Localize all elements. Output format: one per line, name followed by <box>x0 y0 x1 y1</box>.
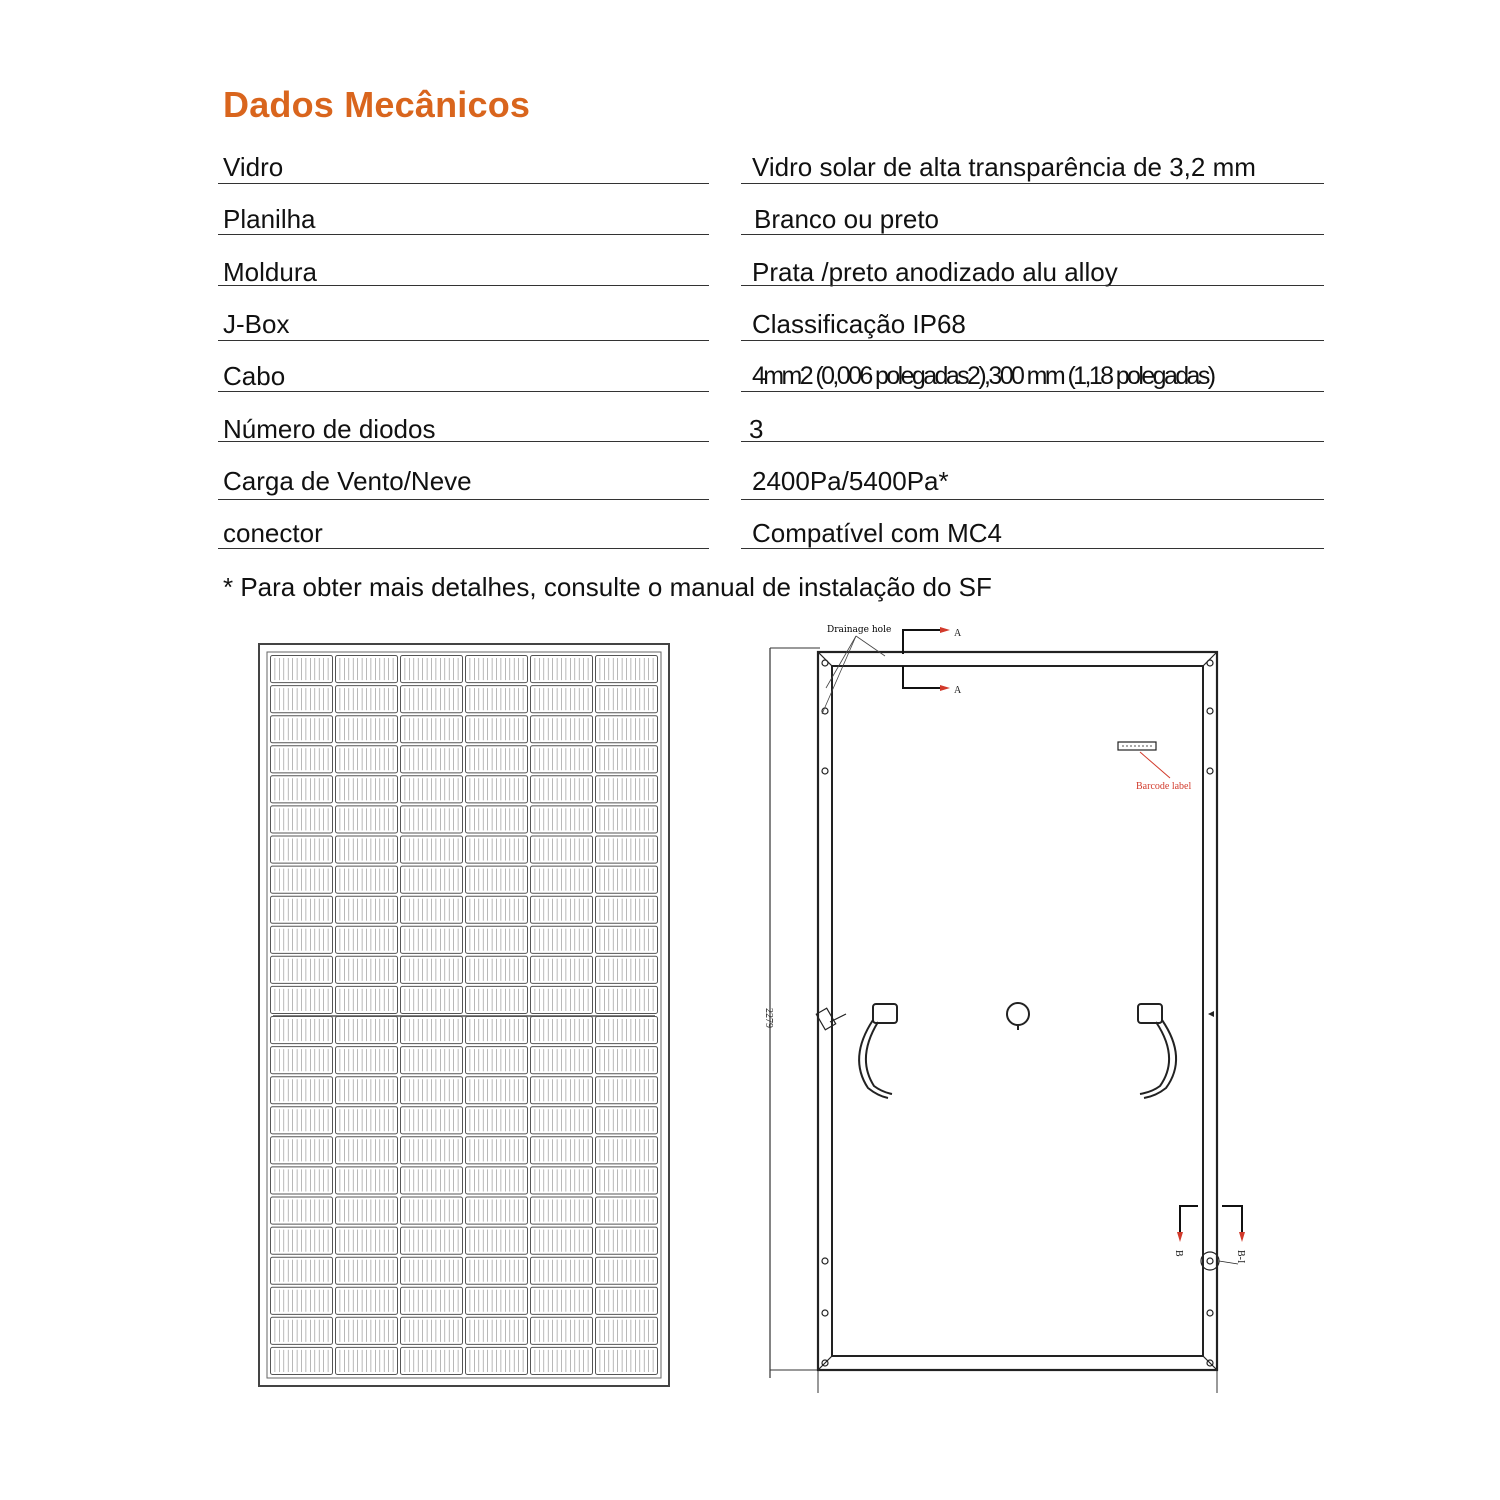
table-row <box>0 516 1500 568</box>
table-row <box>0 359 1500 411</box>
spec-value-jbox: Classificação IP68 <box>752 309 966 339</box>
spec-value-cable: 4mm2 (0,006 polegadas2),300 mm (1,18 polegadas) <box>752 362 1214 390</box>
spec-value-backsheet: Branco ou preto <box>754 204 940 234</box>
row-divider <box>741 441 1324 442</box>
row-divider <box>741 183 1324 184</box>
row-divider <box>218 441 709 442</box>
junction-box-center <box>1007 1003 1029 1030</box>
row-divider <box>741 285 1324 286</box>
barcode-label-text: Barcode label <box>1136 781 1192 792</box>
panel-front-view <box>255 640 675 1392</box>
table-row <box>0 307 1500 359</box>
row-divider <box>218 234 709 235</box>
row-divider <box>218 340 709 341</box>
row-divider <box>218 391 709 392</box>
spec-value-frame: Prata /preto anodizado alu alloy <box>752 257 1118 287</box>
frame-outer <box>818 652 1217 1370</box>
row-divider <box>218 499 709 500</box>
mechanical-data-table <box>0 0 1500 560</box>
row-divider <box>218 548 709 549</box>
spec-value-diodes: 3 <box>749 414 764 444</box>
row-divider <box>741 499 1324 500</box>
row-divider <box>218 183 709 184</box>
mounting-holes <box>822 660 1213 1366</box>
spec-value-connector: Compatível com MC4 <box>752 518 1002 548</box>
spec-value-load: 2400Pa/5400Pa* <box>752 466 949 496</box>
section-a-bottom: A <box>954 685 962 696</box>
table-row <box>0 150 1500 202</box>
row-divider <box>741 391 1324 392</box>
table-row <box>0 255 1500 307</box>
table-row <box>0 464 1500 516</box>
cell-grid <box>271 656 658 1375</box>
footnote: * Para obter mais detalhes, consulte o manual de instalação do SF <box>223 572 992 602</box>
section-b-left: B <box>1173 1250 1184 1257</box>
spec-label-frame: Moldura <box>223 257 317 287</box>
spec-label-jbox: J-Box <box>223 309 290 339</box>
table-row <box>0 202 1500 254</box>
spec-label-connector: conector <box>223 518 323 548</box>
frame-inner <box>832 666 1203 1356</box>
spec-value-glass: Vidro solar de alta transparência de 3,2 mm <box>752 152 1256 182</box>
junction-box-right <box>1138 1004 1176 1098</box>
panel-rear-view <box>760 618 1260 1398</box>
table-row <box>0 412 1500 464</box>
row-divider <box>741 234 1324 235</box>
row-divider <box>218 285 709 286</box>
spec-label-backsheet: Planilha <box>223 204 316 234</box>
row-divider <box>741 340 1324 341</box>
section-b-right: B-I <box>1235 1250 1246 1264</box>
junction-box-left <box>859 1004 897 1098</box>
height-dimension: 2279 <box>763 1008 774 1028</box>
spec-label-diodes: Número de diodos <box>223 414 436 444</box>
section-a-top: A <box>954 628 962 639</box>
page-title: Dados Mecânicos <box>223 84 531 125</box>
drainage-hole-label: Drainage hole <box>827 625 892 635</box>
spec-label-load: Carga de Vento/Neve <box>223 466 472 496</box>
spec-label-glass: Vidro <box>223 152 284 182</box>
spec-label-cable: Cabo <box>223 361 286 391</box>
row-divider <box>741 548 1324 549</box>
